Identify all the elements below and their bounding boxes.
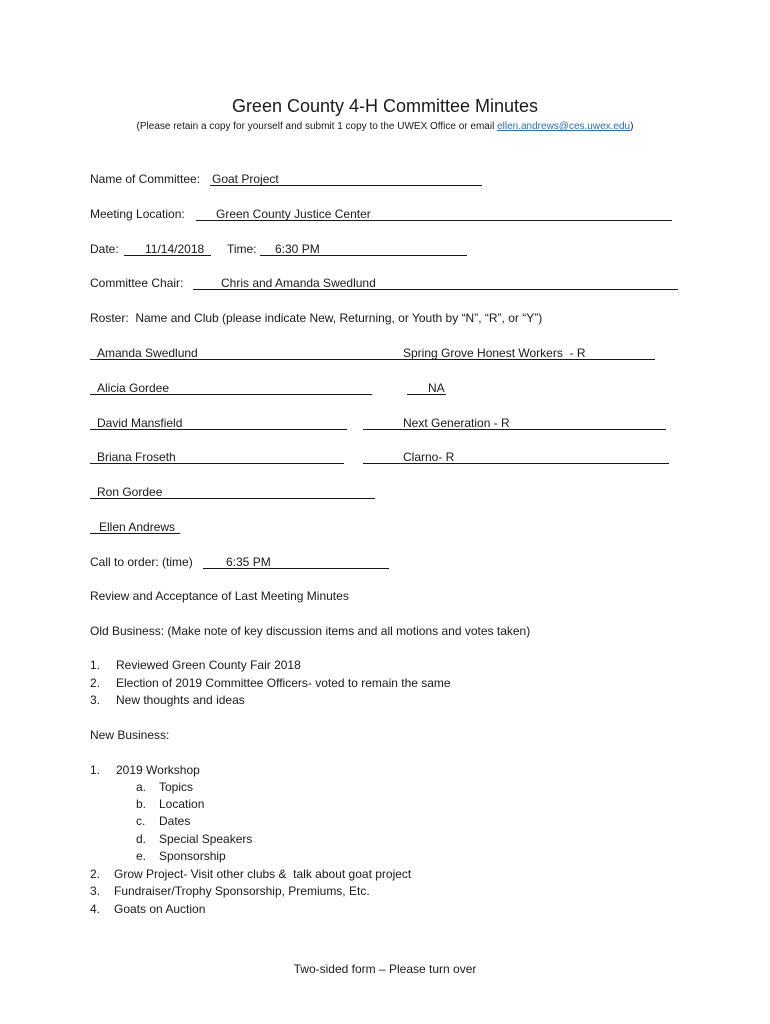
page-footer: Two-sided form – Please turn over [293, 962, 477, 976]
roster-club-underline [363, 359, 655, 360]
old-business-item-2: Election of 2019 Committee Officers- voted to remain the same [116, 676, 451, 690]
committee-value[interactable]: Goat Project [212, 172, 279, 186]
subitem-letter-c: c. [136, 814, 146, 828]
roster-club-3[interactable]: Next Generation - R [403, 416, 510, 430]
chair-label: Committee Chair: [90, 276, 187, 290]
call-to-order-value[interactable]: 6:35 PM [226, 555, 271, 569]
email-link[interactable]: ellen.andrews@ces.uwex.edu [497, 121, 631, 132]
new-business-num-3: 3. [90, 884, 101, 898]
committee-underline [210, 185, 482, 186]
roster-club-underline [363, 463, 669, 464]
old-business-item-1: Reviewed Green County Fair 2018 [116, 658, 301, 672]
old-business-item-3: New thoughts and ideas [116, 693, 245, 707]
subitem-letter-b: b. [136, 797, 147, 811]
new-business-item-3: Fundraiser/Trophy Sponsorship, Premiums, Etc. [114, 884, 370, 898]
subitem-b: Location [159, 797, 205, 811]
roster-name-6[interactable]: Ellen Andrews [99, 520, 176, 534]
call-to-order-label: Call to order: (time) [90, 555, 197, 569]
committee-label: Name of Committee: [90, 172, 201, 186]
page-title: Green County 4-H Committee Minutes [231, 96, 539, 116]
new-business-label: New Business: [90, 728, 170, 742]
roster-name-3[interactable]: David Mansfield [97, 416, 183, 430]
review-label: Review and Acceptance of Last Meeting Minutes [90, 589, 349, 603]
new-business-item-2: Grow Project- Visit other clubs & talk about goat project [114, 867, 412, 881]
roster-name-underline [90, 394, 372, 395]
subtitle-close: ) [630, 121, 634, 132]
subitem-e: Sponsorship [159, 849, 226, 863]
roster-name-4[interactable]: Briana Froseth [97, 450, 176, 464]
roster-club-underline [363, 429, 666, 430]
roster-name-5[interactable]: Ron Gordee [97, 485, 163, 499]
call-to-order-underline [203, 568, 389, 569]
old-business-label: Old Business: (Make note of key discussion items and all motions and votes taken) [90, 624, 531, 638]
roster-name-2[interactable]: Alicia Gordee [97, 381, 170, 395]
new-business-item-1: 2019 Workshop [116, 763, 200, 777]
date-underline [124, 255, 211, 256]
chair-value[interactable]: Chris and Amanda Swedlund [221, 276, 376, 290]
new-business-num-2: 2. [90, 867, 101, 881]
old-business-num-3: 3. [90, 693, 101, 707]
time-underline [260, 255, 467, 256]
roster-club-4[interactable]: Clarno- R [403, 450, 455, 464]
location-underline [196, 220, 672, 221]
subitem-a: Topics [159, 780, 194, 794]
subitem-letter-a: a. [136, 780, 147, 794]
roster-name-underline [90, 463, 344, 464]
subitem-letter-e: e. [136, 849, 147, 863]
roster-name-1[interactable]: Amanda Swedlund [97, 346, 198, 360]
subitem-d: Special Speakers [159, 832, 253, 846]
roster-club-2[interactable]: NA [428, 381, 445, 395]
location-label: Meeting Location: [90, 207, 189, 221]
roster-club-1[interactable]: Spring Grove Honest Workers - R [403, 346, 586, 360]
roster-club-underline [407, 394, 446, 395]
roster-name-underline [90, 533, 180, 534]
date-label: Date: [90, 242, 123, 256]
old-business-num-1: 1. [90, 658, 101, 672]
roster-name-underline [90, 498, 375, 499]
roster-name-underline [90, 429, 347, 430]
new-business-num-1: 1. [90, 763, 101, 777]
roster-name-underline [90, 359, 363, 360]
subtitle-text: (Please retain a copy for yourself and submit 1 copy to the UWEX Office or email [136, 121, 498, 132]
subitem-letter-d: d. [136, 832, 147, 846]
location-value[interactable]: Green County Justice Center [216, 207, 371, 221]
roster-label: Roster: Name and Club (please indicate New, Returning, or Youth by “N”, “R”, or “Y”) [90, 311, 543, 325]
chair-underline [193, 289, 678, 290]
new-business-item-4: Goats on Auction [114, 902, 206, 916]
subitem-c: Dates [159, 814, 191, 828]
date-value[interactable]: 11/14/2018 [145, 242, 205, 256]
old-business-num-2: 2. [90, 676, 101, 690]
new-business-num-4: 4. [90, 902, 101, 916]
page-subtitle [0, 121, 770, 132]
time-value[interactable]: 6:30 PM [275, 242, 320, 256]
time-label: Time: [227, 242, 260, 256]
